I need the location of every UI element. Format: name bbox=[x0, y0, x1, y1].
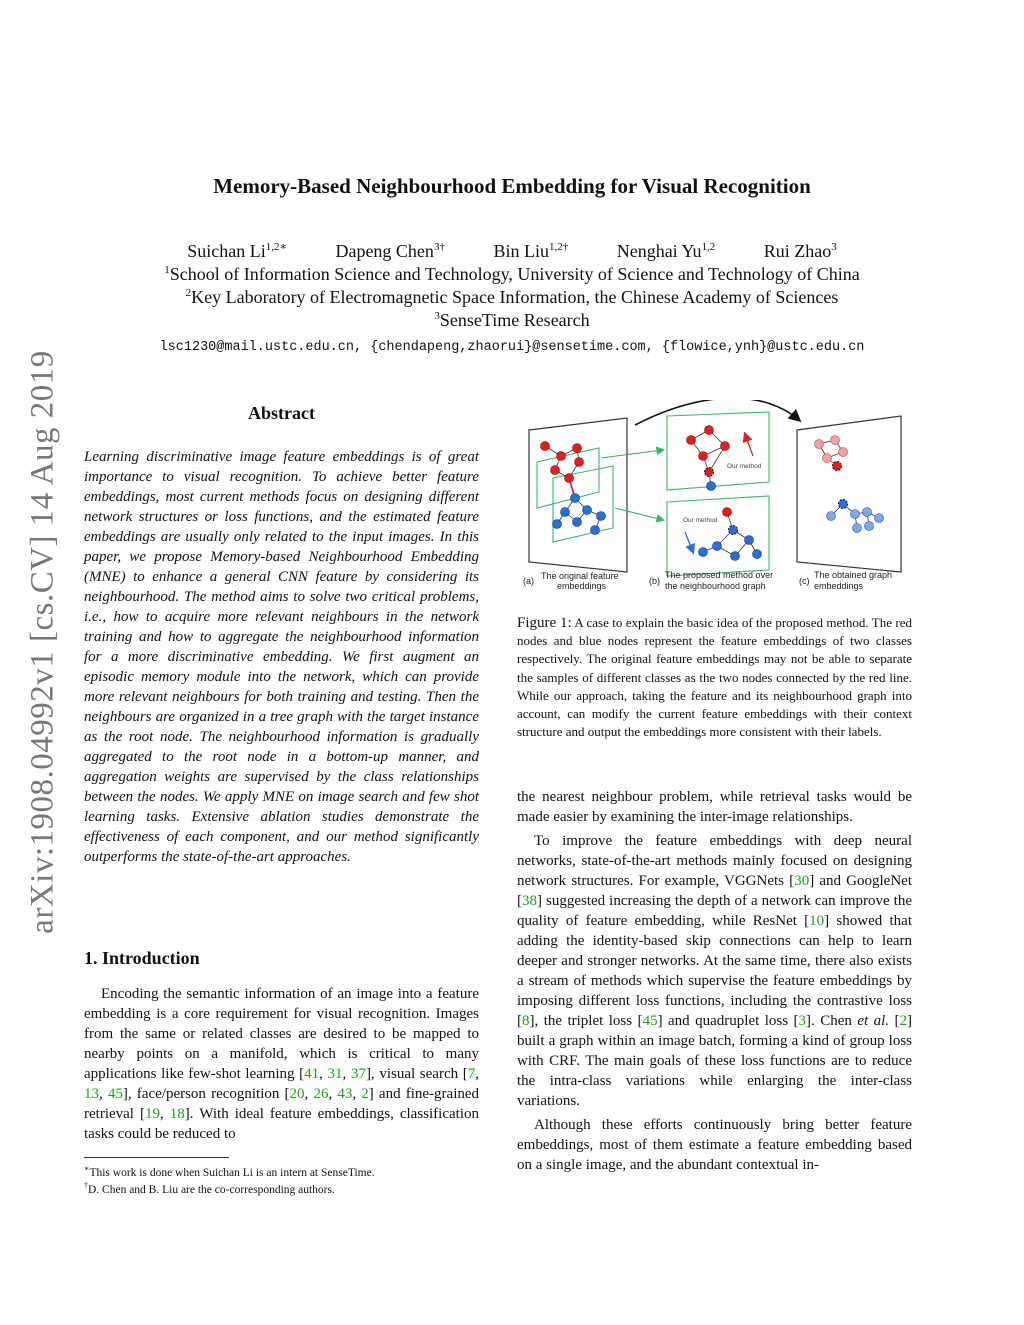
section-heading-introduction: 1. Introduction bbox=[84, 948, 200, 968]
neighbourhood-graph-top bbox=[667, 412, 769, 490]
citation-link[interactable]: 45 bbox=[642, 1013, 658, 1029]
citation-link[interactable]: 13 bbox=[84, 1086, 99, 1102]
citation-link[interactable]: 30 bbox=[794, 873, 810, 889]
citation-link[interactable]: 45 bbox=[107, 1086, 123, 1102]
citation-link[interactable]: 3 bbox=[798, 1013, 807, 1029]
citation-link[interactable]: 41 bbox=[304, 1066, 320, 1082]
panel-label: The proposed method over bbox=[665, 570, 774, 580]
author: Nenghai Yu$^{1,2}$ bbox=[616, 241, 716, 261]
italic-text: et al. bbox=[857, 1013, 890, 1029]
footnote-rule bbox=[84, 1157, 229, 1158]
method-label: Our method bbox=[727, 463, 762, 470]
abstract-heading: Abstract bbox=[248, 403, 315, 423]
paper-title: Memory-Based Neighbourhood Embedding for Visual Recognition bbox=[213, 174, 811, 198]
panel-letter: (a) bbox=[523, 576, 534, 586]
neighbourhood-graph-bottom bbox=[667, 496, 769, 576]
arxiv-identifier: arXiv:1908.04992v1 [cs.CV] 14 Aug 2019 bbox=[24, 350, 61, 934]
citation-link[interactable]: 2 bbox=[899, 1013, 908, 1029]
panel-label: embeddings bbox=[814, 581, 864, 591]
intro-body bbox=[84, 984, 479, 1144]
affiliation: $^2$Key Laboratory of Electromagnetic Space Information, the Chinese Academy of Sciences bbox=[185, 287, 839, 307]
intro-paragraph: Encoding the semantic information of an image into a feature embedding is a core requirement for visual recognition. Images from the same or related classes are desired to be mapped to nearby points on a manifold, which is critical to many applications like few-shot learning [41, 31, 37], visual search [7, 13, 45], face/person recognition [20, 26, 43, 2] and fine-grained retrieval [19, 18]. With ideal feature embeddings, classification tasks could be reduced to bbox=[84, 986, 480, 1142]
citation-link[interactable]: 8 bbox=[522, 1013, 530, 1029]
caption-text: A case to explain the basic idea of the proposed method. The red nodes and blue nodes represent the feature embeddings of two classes respectively. The original feature embeddings may not be able to separate the samples of different classes as the two nodes connected by the red line. While our approach, taking the feature and its neighbourhood graph into account, can modify the current feature embeddings with their context structure and output the embeddings more consistent with their labels. bbox=[517, 615, 912, 740]
citation-link[interactable]: 20 bbox=[289, 1086, 305, 1102]
body-paragraph: To improve the feature embeddings with deep neural networks, state-of-the-art methods mainly focused on designing network structures. For example, VGGNets [30] and GoogleNet [38] suggested increasing the depth of a network can improve the quality of feature embedding, while ResNet [10] showed that adding the identity-based skip connections can help to learn deeper and stronger networks. At the same time, there also exists a stream of methods which supervise the feature embeddings by imposing different loss functions, including the contrastive loss [8], the triplet loss [45] and quadruplet loss [3]. Chen et al. [2] built a graph within an image batch, forming a kind of group loss with CRF. The main goals of these loss functions are to reduce the intra-class variations while enlarging the inter-class variations. bbox=[517, 833, 913, 1109]
author-emails: lsc1230@mail.ustc.edu.cn, {chendapeng,zhaorui}@sensetime.com, {flowice,ynh}@ustc.edu.cn bbox=[159, 340, 865, 355]
author: Dapeng Chen$^{3\dagger}$ bbox=[335, 241, 445, 261]
body-paragraph: the nearest neighbour problem, while retrieval tasks would be made easier by examining the inter-image relationships. bbox=[517, 789, 912, 825]
footnote: †D. Chen and B. Liu are the co-corresponding authors. bbox=[84, 1181, 335, 1196]
author: Bin Liu$^{1,2\dagger}$ bbox=[493, 241, 569, 261]
citation-link[interactable]: 26 bbox=[313, 1086, 329, 1102]
figure-1 bbox=[517, 400, 917, 600]
arxiv-sidebar bbox=[14, 342, 72, 942]
affiliation: $^3$SenseTime Research bbox=[434, 310, 590, 330]
figure-caption bbox=[517, 614, 912, 741]
abstract-text: Learning discriminative image feature embeddings is of great importance to visual recognition. To achieve better feature embeddings, most current methods focus on designing different network structures or loss functions, and the estimated feature embeddings are usually only related to the input images. In this paper, we propose Memory-based Neighbourhood Embedding (MNE) to enhance a general CNN feature by considering its neighbourhood. The method aims to solve two critical problems, i.e., how to acquire more relevant neighbours in the network training and how to aggregate the neighbourhood information for a more discriminative embedding. We first augment an episodic memory module into the network, which can provide more relevant neighbours for both training and testing. Then the neighbours are organized in a tree graph with the target instance as the root node. The neighbourhood information is gradually aggregated to the root node in a bottom-up manner, and aggregation weights are supervised by the class relationships between the nodes. We apply MNE on image search and few shot learning tasks. Extensive ablation studies demonstrate the effectiveness of each component, and our method significantly outperforms the state-of-the-art approaches. bbox=[84, 449, 479, 865]
panel-letter: (c) bbox=[799, 576, 810, 586]
author: Rui Zhao$^3$ bbox=[763, 241, 837, 261]
citation-link[interactable]: 19 bbox=[145, 1106, 160, 1122]
panel-label: embeddings bbox=[557, 581, 607, 591]
target-node bbox=[705, 468, 714, 477]
citation-link[interactable]: 43 bbox=[337, 1086, 353, 1102]
body-paragraph: Although these efforts continuously bring better feature embeddings, most of them estimate a feature embedding based on a single image, and the abundant contextual in- bbox=[517, 1117, 912, 1173]
footnote: ∗This work is done when Suichan Li is an intern at SenseTime. bbox=[84, 1164, 375, 1179]
right-column-body bbox=[517, 787, 912, 1175]
abstract-body bbox=[84, 447, 479, 867]
author: Suichan $Li^{1,2∗}$ bbox=[187, 241, 287, 261]
citation-link[interactable]: 38 bbox=[522, 893, 537, 909]
citation-link[interactable]: 31 bbox=[327, 1066, 343, 1082]
citation-link[interactable]: 7 bbox=[467, 1066, 476, 1082]
panel-label: The obtained graph bbox=[814, 570, 893, 580]
citation-link[interactable]: 10 bbox=[809, 913, 825, 929]
feature-plane-c bbox=[797, 416, 901, 572]
panel-letter: (b) bbox=[649, 576, 660, 586]
caption-label: Figure 1: bbox=[517, 615, 572, 631]
panel-label: The original feature bbox=[541, 571, 619, 581]
panel-label: the neighbourhood graph bbox=[665, 581, 766, 591]
author-list bbox=[0, 240, 1024, 262]
citation-link[interactable]: 37 bbox=[350, 1066, 366, 1082]
citation-link[interactable]: 18 bbox=[169, 1106, 185, 1122]
target-node bbox=[729, 526, 738, 535]
method-label: Our method bbox=[683, 517, 718, 524]
citation-link[interactable]: 2 bbox=[361, 1086, 369, 1102]
affiliation: $^1$School of Information Science and Technology, University of Science and Technology of China bbox=[164, 264, 860, 284]
